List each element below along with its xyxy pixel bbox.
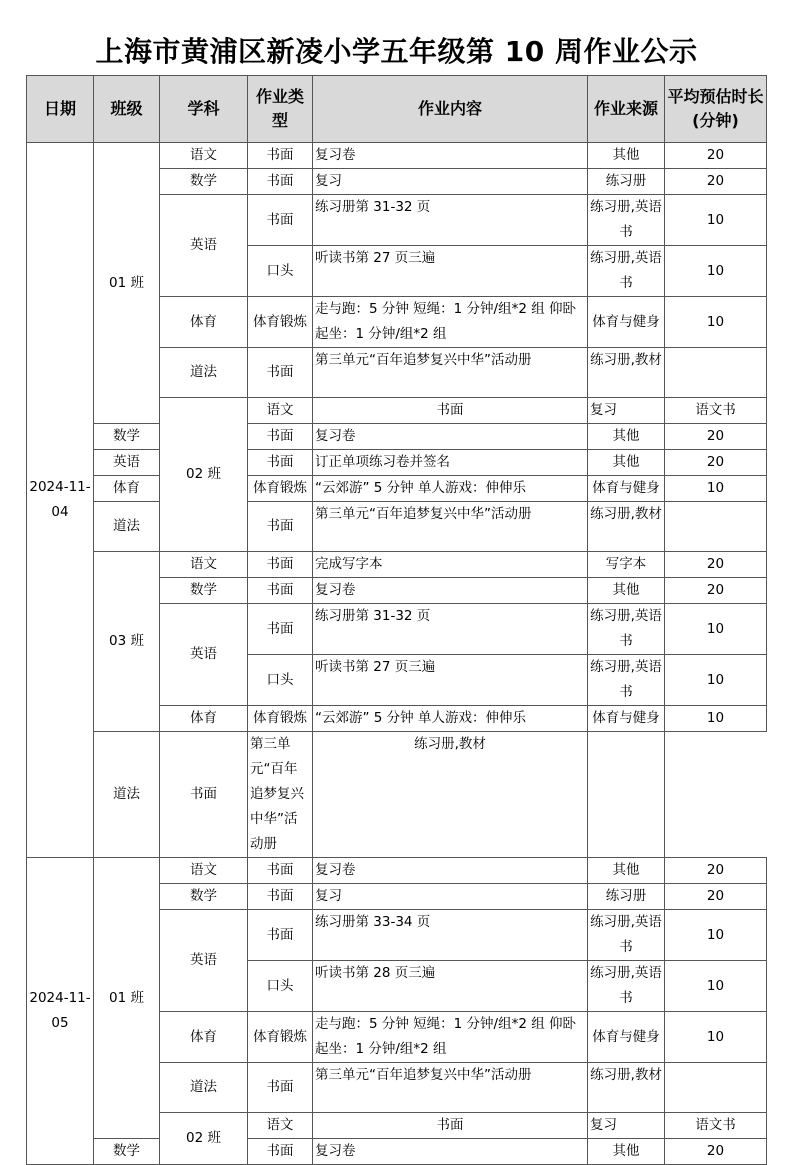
time-cell: 20: [665, 578, 767, 604]
homework-table: [26, 75, 767, 1165]
source-cell: 体育与健身: [588, 706, 665, 732]
type-cell: 书面: [248, 604, 313, 655]
content-cell: 复习卷: [313, 578, 588, 604]
content-cell: 走与跑：5 分钟 短绳：1 分钟/组*2 组 仰卧起坐：1 分钟/组*2 组: [313, 297, 588, 348]
source-cell: 体育与健身: [588, 476, 665, 502]
time-cell: [665, 1063, 767, 1113]
time-cell: 10: [665, 910, 767, 961]
content-cell: 复习: [588, 398, 665, 424]
source-cell: 其他: [588, 143, 665, 169]
type-cell: 书面: [313, 1113, 588, 1139]
content-cell: 听读书第 27 页三遍: [313, 246, 588, 297]
source-cell: 写字本: [588, 552, 665, 578]
source-cell: 练习册,教材: [588, 348, 665, 398]
time-cell: 20: [665, 552, 767, 578]
content-cell: 复习卷: [313, 424, 588, 450]
header-type: 作业类型: [248, 76, 313, 143]
subject-cell: 体育: [160, 706, 248, 732]
content-cell: 第三单元“百年追梦复兴中华”活动册: [313, 1063, 588, 1113]
type-cell: 书面: [248, 1139, 313, 1165]
time-cell: [665, 348, 767, 398]
type-cell: 书面: [248, 578, 313, 604]
subject-cell: 道法: [94, 732, 160, 858]
header-row: [27, 76, 767, 143]
subject-cell: 体育: [160, 1012, 248, 1063]
content-cell: 复习卷: [313, 1139, 588, 1165]
time-cell: 20: [665, 884, 767, 910]
subject-cell: 英语: [160, 910, 248, 1012]
subject-cell: 体育: [160, 297, 248, 348]
content-cell: 复习: [313, 169, 588, 195]
subject-cell: 语文: [248, 1113, 313, 1139]
content-cell: 听读书第 28 页三遍: [313, 961, 588, 1012]
source-cell: 练习册,英语书: [588, 246, 665, 297]
class-cell: 03 班: [94, 552, 160, 732]
source-cell: 其他: [588, 424, 665, 450]
content-cell: 走与跑：5 分钟 短绳：1 分钟/组*2 组 仰卧起坐：1 分钟/组*2 组: [313, 1012, 588, 1063]
source-cell: 练习册: [588, 884, 665, 910]
source-cell: 练习册,英语书: [588, 604, 665, 655]
source-cell: 体育与健身: [588, 1012, 665, 1063]
type-cell: 书面: [248, 450, 313, 476]
source-cell: 练习册,英语书: [588, 195, 665, 246]
type-cell: 书面: [248, 884, 313, 910]
subject-cell: 道法: [160, 1063, 248, 1113]
content-cell: 完成写字本: [313, 552, 588, 578]
source-cell: 练习册,英语书: [588, 655, 665, 706]
type-cell: 体育锻炼: [248, 297, 313, 348]
time-cell: 20: [665, 424, 767, 450]
time-cell: 10: [665, 476, 767, 502]
source-cell: 练习册: [588, 169, 665, 195]
content-cell: 复习: [588, 1113, 665, 1139]
type-cell: 书面: [248, 169, 313, 195]
subject-cell: 数学: [160, 169, 248, 195]
type-cell: 书面: [248, 348, 313, 398]
subject-cell: 语文: [160, 552, 248, 578]
time-cell: 10: [665, 195, 767, 246]
subject-cell: 体育: [94, 476, 160, 502]
type-cell: 书面: [313, 398, 588, 424]
type-cell: 书面: [248, 424, 313, 450]
type-cell: 体育锻炼: [248, 706, 313, 732]
time-cell: [588, 732, 665, 858]
subject-cell: 语文: [248, 398, 313, 424]
time-cell: 20: [665, 1139, 767, 1165]
time-cell: 10: [665, 604, 767, 655]
header-source: 作业来源: [588, 76, 665, 143]
subject-cell: 道法: [94, 502, 160, 552]
time-cell: 20: [665, 143, 767, 169]
content-cell: “云郊游” 5 分钟 单人游戏：伸伸乐: [313, 706, 588, 732]
type-cell: 书面: [248, 195, 313, 246]
time-cell: 10: [665, 655, 767, 706]
content-cell: 听读书第 27 页三遍: [313, 655, 588, 706]
source-cell: 语文书: [665, 1113, 767, 1139]
type-cell: 书面: [248, 1063, 313, 1113]
source-cell: 体育与健身: [588, 297, 665, 348]
content-cell: 练习册第 31-32 页: [313, 195, 588, 246]
header-content: 作业内容: [313, 76, 588, 143]
source-cell: 练习册,教材: [313, 732, 588, 858]
date-cell: 2024-11-04: [27, 143, 94, 858]
header-subject: 学科: [160, 76, 248, 143]
time-cell: 10: [665, 961, 767, 1012]
type-cell: 书面: [248, 858, 313, 884]
time-cell: [665, 502, 767, 552]
type-cell: 体育锻炼: [248, 1012, 313, 1063]
subject-cell: 英语: [160, 195, 248, 297]
type-cell: 体育锻炼: [248, 476, 313, 502]
subject-cell: 数学: [160, 578, 248, 604]
type-cell: 口头: [248, 655, 313, 706]
subject-cell: 英语: [160, 604, 248, 706]
content-cell: 复习卷: [313, 143, 588, 169]
content-cell: 练习册第 33-34 页: [313, 910, 588, 961]
type-cell: 书面: [248, 502, 313, 552]
source-cell: 练习册,教材: [588, 1063, 665, 1113]
subject-cell: 道法: [160, 348, 248, 398]
content-cell: 第三单元“百年追梦复兴中华”活动册: [313, 348, 588, 398]
source-cell: 语文书: [665, 398, 767, 424]
header-time: 平均预估时长(分钟): [665, 76, 767, 143]
page-title: 上海市黄浦区新凌小学五年级第 10 周作业公示: [95, 35, 698, 68]
type-cell: 书面: [160, 732, 248, 858]
time-cell: 10: [665, 706, 767, 732]
content-cell: 复习卷: [313, 858, 588, 884]
source-cell: 其他: [588, 450, 665, 476]
time-cell: 20: [665, 858, 767, 884]
source-cell: 其他: [588, 858, 665, 884]
subject-cell: 数学: [160, 884, 248, 910]
source-cell: 其他: [588, 578, 665, 604]
class-cell: 02 班: [160, 1113, 248, 1165]
content-cell: 订正单项练习卷并签名: [313, 450, 588, 476]
type-cell: 口头: [248, 246, 313, 297]
content-cell: 第三单元“百年追梦复兴中华”活动册: [313, 502, 588, 552]
type-cell: 口头: [248, 961, 313, 1012]
date-cell: 2024-11-05: [27, 858, 94, 1165]
header-date: 日期: [27, 76, 94, 143]
time-cell: 20: [665, 450, 767, 476]
type-cell: 书面: [248, 910, 313, 961]
time-cell: 20: [665, 169, 767, 195]
content-cell: 第三单元“百年追梦复兴中华”活动册: [248, 732, 313, 858]
subject-cell: 语文: [160, 143, 248, 169]
time-cell: 10: [665, 246, 767, 297]
content-cell: “云郊游” 5 分钟 单人游戏：伸伸乐: [313, 476, 588, 502]
source-cell: 练习册,教材: [588, 502, 665, 552]
content-cell: 练习册第 31-32 页: [313, 604, 588, 655]
class-cell: 01 班: [94, 143, 160, 424]
class-cell: 02 班: [160, 398, 248, 552]
type-cell: 书面: [248, 143, 313, 169]
class-cell: 01 班: [94, 858, 160, 1139]
header-class: 班级: [94, 76, 160, 143]
source-cell: 练习册,英语书: [588, 910, 665, 961]
subject-cell: 英语: [94, 450, 160, 476]
type-cell: 书面: [248, 552, 313, 578]
subject-cell: 数学: [94, 424, 160, 450]
time-cell: 10: [665, 297, 767, 348]
subject-cell: 数学: [94, 1139, 160, 1165]
subject-cell: 语文: [160, 858, 248, 884]
content-cell: 复习: [313, 884, 588, 910]
source-cell: 练习册,英语书: [588, 961, 665, 1012]
time-cell: 10: [665, 1012, 767, 1063]
source-cell: 其他: [588, 1139, 665, 1165]
